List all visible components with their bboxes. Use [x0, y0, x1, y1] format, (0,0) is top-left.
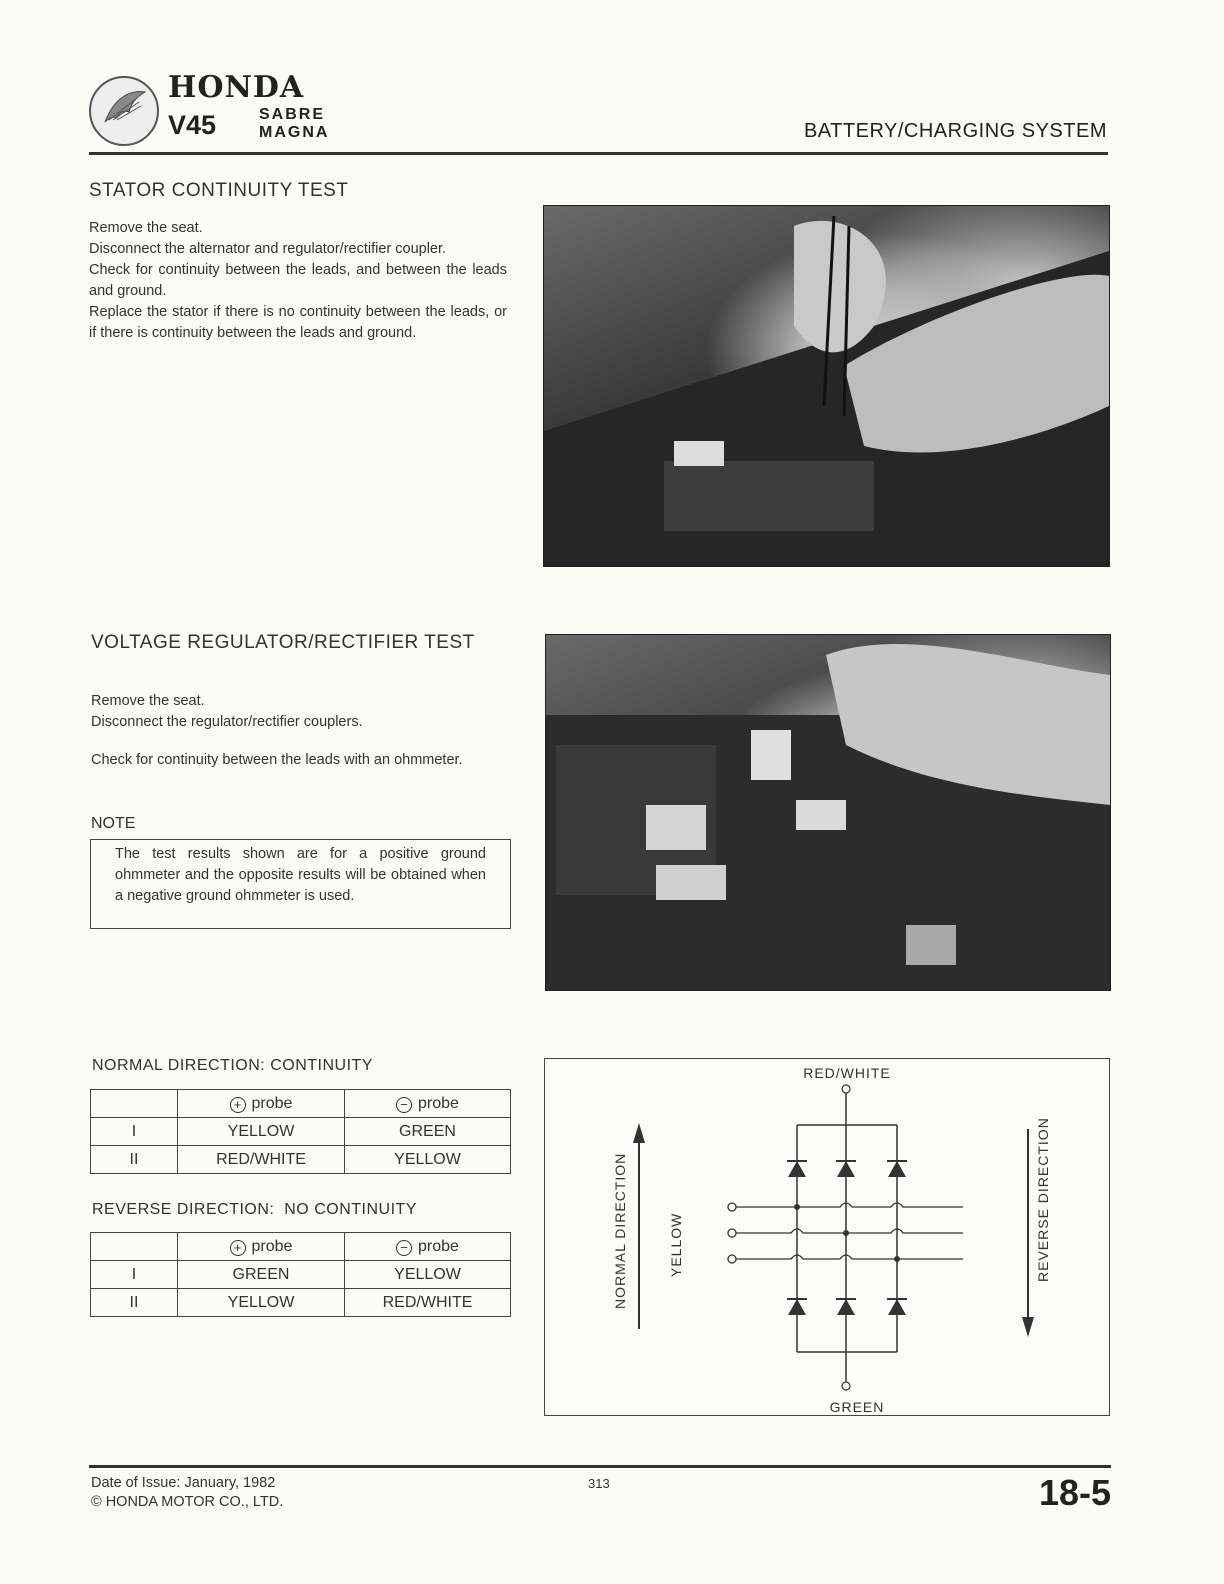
footer-info [91, 1474, 283, 1512]
negative-probe-header [345, 1090, 511, 1118]
regulator-instructions [91, 691, 511, 771]
table-row [91, 1261, 511, 1289]
table-cell: YELLOW [178, 1289, 345, 1317]
diode-icon [887, 1299, 907, 1315]
table-header-row [91, 1090, 511, 1118]
rectifier-circuit-diagram [544, 1058, 1110, 1416]
model-name: V45 [168, 110, 217, 140]
diode-icon [836, 1299, 856, 1315]
variant-bottom: MAGNA [259, 124, 330, 141]
probe-label: probe [251, 1094, 293, 1112]
note-box: The test results shown are for a positive ground ohmmeter and the opposite results will be obtained when a negative ground ohmmeter is used. [90, 839, 511, 929]
regulator-step: Disconnect the regulator/rectifier couplers. [91, 714, 363, 730]
table-cell [91, 1090, 178, 1118]
wing-icon [91, 78, 157, 144]
probe-label: probe [418, 1237, 459, 1255]
yellow-input-label: YELLOW [668, 1212, 684, 1277]
honda-wing-logo [89, 76, 159, 146]
stator-step: Remove the seat. [89, 220, 203, 236]
regulator-test-photo [545, 634, 1111, 991]
normal-direction-table [90, 1089, 511, 1174]
table-cell: YELLOW [345, 1261, 511, 1289]
photo-illustration [546, 635, 1110, 990]
diode-icon [887, 1161, 907, 1177]
plus-circle-icon: + [230, 1097, 246, 1113]
table-row [91, 1146, 511, 1174]
photo-illustration [544, 206, 1109, 566]
reverse-direction-title: REVERSE DIRECTION: NO CONTINUITY [92, 1201, 417, 1218]
reverse-direction-label: REVERSE DIRECTION [1035, 1117, 1051, 1282]
table-cell: YELLOW [178, 1118, 345, 1146]
diode-icon [787, 1161, 807, 1177]
table-cell: II [91, 1146, 178, 1174]
reverse-direction-table [90, 1232, 511, 1317]
positive-probe-header [178, 1090, 345, 1118]
negative-probe-header [345, 1233, 511, 1261]
diode-icon [836, 1161, 856, 1177]
table-cell: I [91, 1261, 178, 1289]
section-title: BATTERY/CHARGING SYSTEM [803, 120, 1107, 142]
section-page-code: 18-5 [1038, 1472, 1111, 1513]
header-divider [89, 152, 1108, 155]
page-number: 313 [588, 1476, 610, 1491]
footer-divider [89, 1465, 1111, 1468]
positive-probe-header [178, 1233, 345, 1261]
normal-direction-label: NORMAL DIRECTION [612, 1152, 628, 1309]
stator-step: Replace the stator if there is no continuity between the leads, or if there is continuity between the leads and ground. [89, 304, 507, 341]
arrow-up-icon [633, 1123, 645, 1143]
red-white-label: RED/WHITE [803, 1065, 891, 1081]
arrow-down-icon [1022, 1317, 1034, 1337]
circuit-schematic [545, 1059, 1111, 1417]
table-cell: YELLOW [345, 1146, 511, 1174]
terminal-top [842, 1085, 850, 1093]
plus-circle-icon: + [230, 1240, 246, 1256]
stator-test-heading: STATOR CONTINUITY TEST [89, 180, 349, 201]
table-cell [91, 1233, 178, 1261]
regulator-step: Remove the seat. [91, 693, 205, 709]
stator-test-photo [543, 205, 1110, 567]
table-row [91, 1289, 511, 1317]
note-label: NOTE [91, 815, 136, 832]
probe-label: probe [418, 1094, 459, 1112]
table-cell: II [91, 1289, 178, 1317]
table-header-row [91, 1233, 511, 1261]
probe-label: probe [251, 1237, 293, 1255]
brand-name: HONDA [168, 70, 305, 105]
regulator-check-step: Check for continuity between the leads with an ohmmeter. [91, 752, 463, 768]
terminal-bottom [842, 1382, 850, 1390]
diode-icon [787, 1299, 807, 1315]
stator-step: Disconnect the alternator and regulator/rectifier coupler. [89, 241, 447, 257]
table-cell: GREEN [345, 1118, 511, 1146]
minus-circle-icon: − [396, 1240, 412, 1256]
table-cell: I [91, 1118, 178, 1146]
issue-date: Date of Issue: January, 1982 [91, 1475, 276, 1491]
variant-top: SABRE [259, 106, 326, 123]
minus-circle-icon: − [396, 1097, 412, 1113]
table-row [91, 1118, 511, 1146]
normal-direction-title: NORMAL DIRECTION: CONTINUITY [92, 1057, 373, 1074]
stator-step: Check for continuity between the leads, and between the leads and ground. [89, 262, 507, 299]
green-label: GREEN [829, 1399, 885, 1415]
table-cell: RED/WHITE [178, 1146, 345, 1174]
regulator-test-heading: VOLTAGE REGULATOR/RECTIFIER TEST [91, 632, 475, 653]
stator-instructions [89, 218, 507, 344]
table-cell: RED/WHITE [345, 1289, 511, 1317]
table-cell: GREEN [178, 1261, 345, 1289]
copyright: © HONDA MOTOR CO., LTD. [91, 1494, 284, 1510]
